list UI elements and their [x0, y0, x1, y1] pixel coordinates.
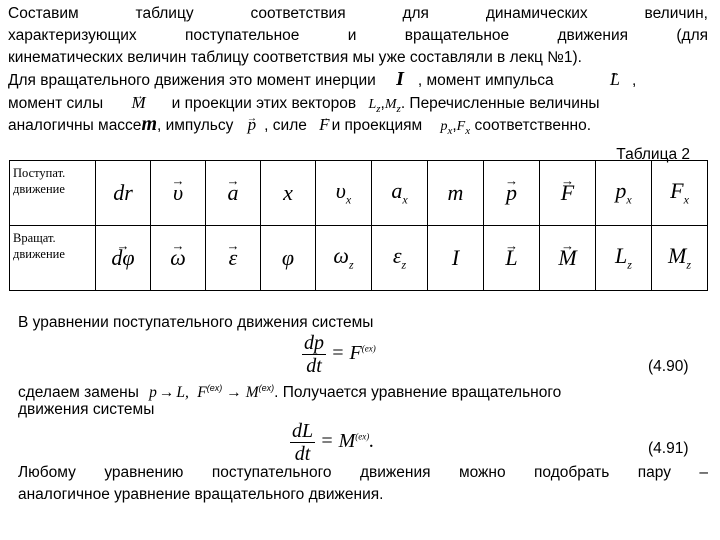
- word: пару: [637, 464, 671, 481]
- quantity-subscript: z: [686, 257, 691, 272]
- quantity-symbol: → M: [558, 245, 576, 271]
- quantity-symbol: x: [283, 180, 293, 205]
- table-cell: [316, 226, 372, 291]
- row-label: Вращат. движение: [10, 226, 96, 291]
- word: поступательного: [211, 464, 332, 481]
- word: поступательное: [185, 27, 300, 44]
- intro-line-1: [8, 4, 708, 23]
- word: движения: [557, 27, 629, 44]
- table-cell: [261, 226, 316, 291]
- word: Составим: [8, 5, 79, 22]
- quantity-symbol: dr: [113, 180, 133, 205]
- quantity-subscript: z: [401, 257, 407, 272]
- table-cell: [652, 161, 708, 226]
- table-cell: [96, 226, 151, 291]
- paragraph-2: сделаем замены p → L, $F^{(ex)} \to M^{(ex)}$. Получается уравнение вращательного: [18, 383, 562, 402]
- quantity-subscript: z: [348, 257, 354, 272]
- table-cell: [428, 161, 484, 226]
- eq1-numerator: dp: [304, 332, 324, 354]
- table-cell: [96, 161, 151, 226]
- quantity-subscript: x: [345, 192, 352, 207]
- quantity-symbol: p: [615, 178, 627, 204]
- quantity-symbol: a: [391, 178, 403, 204]
- symbol-p: → p: [248, 115, 257, 134]
- word: соответствия: [250, 5, 346, 22]
- symbol-M: → M: [131, 93, 145, 112]
- word: –: [699, 464, 708, 481]
- paragraph-2-cont: движения системы: [18, 401, 155, 418]
- quantity-symbol: m: [447, 180, 464, 205]
- symbol-F: → F: [319, 115, 329, 134]
- quantity-symbol: → ω: [170, 245, 186, 271]
- symbol-Mz: M: [384, 97, 397, 112]
- intro-line-2: [8, 26, 708, 45]
- quantity-symbol: φ: [281, 245, 295, 270]
- quantity-symbol: M: [668, 243, 687, 269]
- intro-line-4: Для вращательного движения это момент инерции I , момент импульса → L ,: [8, 70, 708, 90]
- paragraph-3-cont: аналогичное уравнение вращательного движения.: [18, 486, 384, 503]
- quantity-symbol: → a: [228, 180, 239, 206]
- quantity-symbol: F: [670, 178, 684, 204]
- eq2-rhs: = M: [320, 430, 356, 453]
- symbol-I: I: [396, 68, 404, 90]
- quantity-symbol: → F: [561, 180, 574, 206]
- equation-4-90: $\frac{dp}{dt}$ = $F^{(ex)}$: [304, 332, 376, 377]
- word: вращательное: [404, 27, 510, 44]
- word: величин,: [644, 5, 708, 22]
- word: движения: [359, 464, 431, 481]
- table-row: [10, 226, 708, 291]
- quantity-symbol: ω: [333, 243, 349, 269]
- table-cell: [206, 161, 261, 226]
- table-cell: [596, 161, 652, 226]
- word: и: [347, 27, 357, 44]
- intro-line-6: аналогичны массеm, импульсу → p , силе → F и проекциям $p_x,F_x$ соответственно.: [8, 115, 708, 141]
- quantity-symbol: → L: [505, 245, 517, 271]
- table-cell: [484, 226, 540, 291]
- word: (для: [676, 27, 709, 44]
- eq2-denominator: dt: [294, 443, 311, 465]
- equation-number-4-90: (4.90): [648, 358, 689, 375]
- intro-line-5: момент силы → M и проекции этих векторов $L_z,M_z$. Перечисленные величины: [8, 93, 708, 119]
- symbol-L: → L: [610, 70, 620, 89]
- word: подобрать: [534, 464, 610, 481]
- table-cell: [151, 161, 206, 226]
- row-label: Поступат. движение: [10, 161, 96, 226]
- paragraph-1: В уравнении поступательного движения системы: [18, 314, 374, 331]
- word: характеризующих: [8, 27, 137, 44]
- table-cell: [316, 161, 372, 226]
- word: таблицу: [135, 5, 194, 22]
- table-cell: [261, 161, 316, 226]
- table-cell: [484, 161, 540, 226]
- table-cell: [206, 226, 261, 291]
- table-row: [10, 161, 708, 226]
- quantity-symbol: L: [615, 243, 628, 269]
- quantity-symbol: I: [451, 245, 460, 270]
- table-caption: Таблица 2: [616, 146, 690, 163]
- correspondence-table: [9, 160, 708, 291]
- quantity-symbol: → dφ: [111, 245, 134, 271]
- intro-line-3: кинематических величин таблицу соответствия мы уже составляли в лекц №1).: [8, 49, 582, 66]
- word: для: [402, 5, 429, 22]
- eq1-rhs: = F: [331, 342, 362, 365]
- table-cell: [372, 226, 428, 291]
- table-cell: [540, 161, 596, 226]
- quantity-symbol: → υ: [173, 180, 183, 206]
- table-cell: [372, 161, 428, 226]
- quantity-subscript: x: [402, 192, 408, 207]
- word: динамических: [485, 5, 588, 22]
- quantity-symbol: υ: [335, 178, 346, 204]
- table-cell: [540, 226, 596, 291]
- table-cell: [428, 226, 484, 291]
- quantity-subscript: x: [626, 192, 632, 207]
- quantity-subscript: z: [627, 257, 632, 272]
- equation-4-91: $\frac{dL}{dt}$ = $M^{(ex)}$.: [292, 420, 375, 465]
- eq2-numerator: dL: [292, 420, 314, 442]
- eq1-denominator: dt: [306, 355, 322, 377]
- quantity-symbol: ε: [392, 243, 402, 269]
- quantity-subscript: x: [683, 192, 689, 207]
- symbol-Lz: L: [368, 97, 377, 112]
- table-cell: [151, 226, 206, 291]
- paragraph-3: [18, 462, 708, 484]
- quantity-symbol: → ε: [229, 245, 238, 271]
- equation-number-4-91: (4.91): [648, 440, 689, 457]
- quantity-symbol: → p: [506, 180, 517, 206]
- symbol-m: m: [141, 113, 157, 135]
- word: можно: [458, 464, 506, 481]
- word: уравнению: [104, 464, 184, 481]
- table-cell: [652, 226, 708, 291]
- table-cell: [596, 226, 652, 291]
- word: Любому: [18, 464, 76, 481]
